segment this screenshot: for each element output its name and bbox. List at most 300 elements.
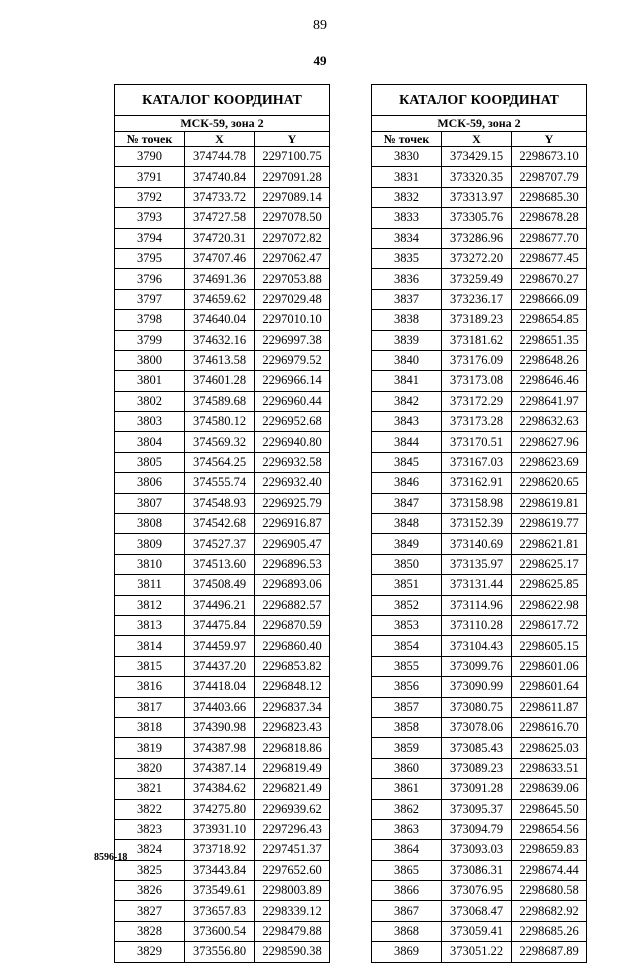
table-row — [115, 901, 330, 921]
x-coordinate-cell: 373443.84 — [185, 860, 255, 880]
point-number-cell: 3791 — [115, 167, 185, 187]
table-row — [115, 330, 330, 350]
point-number-cell: 3805 — [115, 452, 185, 472]
x-coordinate-cell: 373162.91 — [442, 473, 512, 493]
x-coordinate-cell: 374569.32 — [185, 432, 255, 452]
y-coordinate-cell: 2296819.49 — [255, 758, 330, 778]
x-coordinate-cell: 374403.66 — [185, 697, 255, 717]
y-coordinate-cell: 2298633.51 — [512, 758, 587, 778]
point-number-cell: 3855 — [372, 656, 442, 676]
y-coordinate-cell: 2297062.47 — [255, 248, 330, 268]
table-row — [372, 371, 587, 391]
catalog-title: КАТАЛОГ КООРДИНАТ — [372, 85, 587, 116]
table-row — [115, 554, 330, 574]
y-coordinate-cell: 2297089.14 — [255, 187, 330, 207]
point-number-cell: 3814 — [115, 636, 185, 656]
table-row — [115, 575, 330, 595]
y-coordinate-cell: 2296893.06 — [255, 575, 330, 595]
y-coordinate-cell: 2296940.80 — [255, 432, 330, 452]
x-coordinate-cell: 374513.60 — [185, 554, 255, 574]
point-number-cell: 3796 — [115, 269, 185, 289]
point-number-cell: 3853 — [372, 615, 442, 635]
catalog-title: КАТАЛОГ КООРДИНАТ — [115, 85, 330, 116]
table-row — [115, 636, 330, 656]
y-coordinate-cell: 2298339.12 — [255, 901, 330, 921]
x-coordinate-cell: 373305.76 — [442, 208, 512, 228]
x-coordinate-cell: 373068.47 — [442, 901, 512, 921]
x-coordinate-cell: 374387.98 — [185, 738, 255, 758]
x-coordinate-cell: 374384.62 — [185, 779, 255, 799]
table-row — [372, 452, 587, 472]
point-number-cell: 3816 — [115, 677, 185, 697]
table-row — [372, 799, 587, 819]
table-row — [372, 534, 587, 554]
point-number-cell: 3811 — [115, 575, 185, 595]
table-row — [115, 615, 330, 635]
y-coordinate-cell: 2298648.26 — [512, 350, 587, 370]
x-coordinate-cell: 373320.35 — [442, 167, 512, 187]
y-coordinate-cell: 2298685.26 — [512, 921, 587, 941]
table-row — [372, 921, 587, 941]
x-coordinate-cell: 373110.28 — [442, 615, 512, 635]
y-coordinate-cell: 2296882.57 — [255, 595, 330, 615]
x-coordinate-cell: 373051.22 — [442, 942, 512, 962]
point-number-cell: 3808 — [115, 514, 185, 534]
x-coordinate-cell: 373135.97 — [442, 554, 512, 574]
point-number-cell: 3813 — [115, 615, 185, 635]
table-row — [372, 330, 587, 350]
table-row — [372, 248, 587, 268]
y-coordinate-cell: 2298651.35 — [512, 330, 587, 350]
x-coordinate-cell: 373657.83 — [185, 901, 255, 921]
y-coordinate-cell: 2296818.86 — [255, 738, 330, 758]
point-number-cell: 3860 — [372, 758, 442, 778]
x-coordinate-cell: 373259.49 — [442, 269, 512, 289]
point-number-cell: 3865 — [372, 860, 442, 880]
table-row — [372, 881, 587, 901]
y-coordinate-cell: 2298590.38 — [255, 942, 330, 962]
point-number-cell: 3856 — [372, 677, 442, 697]
table-row — [372, 697, 587, 717]
x-coordinate-cell: 373086.31 — [442, 860, 512, 880]
x-coordinate-cell: 374691.36 — [185, 269, 255, 289]
column-header-point: № точек — [372, 132, 442, 147]
x-coordinate-cell: 373173.08 — [442, 371, 512, 391]
y-coordinate-cell: 2296853.82 — [255, 656, 330, 676]
point-number-cell: 3866 — [372, 881, 442, 901]
x-coordinate-cell: 374589.68 — [185, 391, 255, 411]
table-row — [372, 167, 587, 187]
x-coordinate-cell: 374727.58 — [185, 208, 255, 228]
y-coordinate-cell: 2298674.44 — [512, 860, 587, 880]
x-coordinate-cell: 373189.23 — [442, 310, 512, 330]
y-coordinate-cell: 2298645.50 — [512, 799, 587, 819]
y-coordinate-cell: 2297091.28 — [255, 167, 330, 187]
point-number-cell: 3825 — [115, 860, 185, 880]
x-coordinate-cell: 373131.44 — [442, 575, 512, 595]
point-number-cell: 3800 — [115, 350, 185, 370]
zone-label: МСК-59, зона 2 — [372, 116, 587, 132]
x-coordinate-cell: 373167.03 — [442, 452, 512, 472]
column-header-x: X — [442, 132, 512, 147]
table-row — [372, 717, 587, 737]
y-coordinate-cell: 2297029.48 — [255, 289, 330, 309]
y-coordinate-cell: 2298621.81 — [512, 534, 587, 554]
table-row — [115, 391, 330, 411]
point-number-cell: 3837 — [372, 289, 442, 309]
table-row — [372, 738, 587, 758]
y-coordinate-cell: 2296848.12 — [255, 677, 330, 697]
table-row — [115, 371, 330, 391]
y-coordinate-cell: 2297652.60 — [255, 860, 330, 880]
y-coordinate-cell: 2296932.58 — [255, 452, 330, 472]
point-number-cell: 3844 — [372, 432, 442, 452]
point-number-cell: 3831 — [372, 167, 442, 187]
point-number-cell: 3867 — [372, 901, 442, 921]
y-coordinate-cell: 2296823.43 — [255, 717, 330, 737]
x-coordinate-cell: 374275.80 — [185, 799, 255, 819]
table-row — [372, 942, 587, 962]
point-number-cell: 3799 — [115, 330, 185, 350]
point-number-cell: 3820 — [115, 758, 185, 778]
x-coordinate-cell: 373140.69 — [442, 534, 512, 554]
point-number-cell: 3824 — [115, 840, 185, 860]
y-coordinate-cell: 2298641.97 — [512, 391, 587, 411]
x-coordinate-cell: 374707.46 — [185, 248, 255, 268]
point-number-cell: 3848 — [372, 514, 442, 534]
table-row — [372, 493, 587, 513]
x-coordinate-cell: 374613.58 — [185, 350, 255, 370]
point-number-cell: 3852 — [372, 595, 442, 615]
point-number-cell: 3810 — [115, 554, 185, 574]
x-coordinate-cell: 374527.37 — [185, 534, 255, 554]
y-coordinate-cell: 2296821.49 — [255, 779, 330, 799]
y-coordinate-cell: 2298654.85 — [512, 310, 587, 330]
x-coordinate-cell: 373181.62 — [442, 330, 512, 350]
y-coordinate-cell: 2297451.37 — [255, 840, 330, 860]
point-number-cell: 3850 — [372, 554, 442, 574]
page-number: 89 — [313, 18, 327, 33]
point-number-cell: 3823 — [115, 819, 185, 839]
table-row — [372, 758, 587, 778]
sheet-number: 49 — [313, 53, 327, 68]
table-row — [372, 677, 587, 697]
table-row — [115, 758, 330, 778]
point-number-cell: 3840 — [372, 350, 442, 370]
table-row — [115, 677, 330, 697]
table-row — [372, 860, 587, 880]
x-coordinate-cell: 373158.98 — [442, 493, 512, 513]
y-coordinate-cell: 2297100.75 — [255, 147, 330, 167]
point-number-cell: 3821 — [115, 779, 185, 799]
footer-code: 8596-18 — [94, 852, 128, 863]
x-coordinate-cell: 374640.04 — [185, 310, 255, 330]
x-coordinate-cell: 374740.84 — [185, 167, 255, 187]
point-number-cell: 3817 — [115, 697, 185, 717]
x-coordinate-cell: 374437.20 — [185, 656, 255, 676]
point-number-cell: 3846 — [372, 473, 442, 493]
x-coordinate-cell: 374390.98 — [185, 717, 255, 737]
x-coordinate-cell: 373091.28 — [442, 779, 512, 799]
zone-label: МСК-59, зона 2 — [115, 116, 330, 132]
y-coordinate-cell: 2296952.68 — [255, 412, 330, 432]
table-row — [115, 493, 330, 513]
y-coordinate-cell: 2298707.79 — [512, 167, 587, 187]
table-row — [372, 473, 587, 493]
coordinate-table-right — [371, 84, 587, 963]
point-number-cell: 3827 — [115, 901, 185, 921]
x-coordinate-cell: 373076.95 — [442, 881, 512, 901]
x-coordinate-cell: 373095.37 — [442, 799, 512, 819]
table-row — [115, 595, 330, 615]
x-coordinate-cell: 373152.39 — [442, 514, 512, 534]
x-coordinate-cell: 374744.78 — [185, 147, 255, 167]
x-coordinate-cell: 373172.29 — [442, 391, 512, 411]
x-coordinate-cell: 373170.51 — [442, 432, 512, 452]
y-coordinate-cell: 2298682.92 — [512, 901, 587, 921]
table-row — [115, 350, 330, 370]
point-number-cell: 3863 — [372, 819, 442, 839]
x-coordinate-cell: 373080.75 — [442, 697, 512, 717]
y-coordinate-cell: 2298620.65 — [512, 473, 587, 493]
point-number-cell: 3834 — [372, 228, 442, 248]
y-coordinate-cell: 2297078.50 — [255, 208, 330, 228]
point-number-cell: 3854 — [372, 636, 442, 656]
y-coordinate-cell: 2297053.88 — [255, 269, 330, 289]
table-row — [115, 860, 330, 880]
point-number-cell: 3868 — [372, 921, 442, 941]
table-row — [115, 942, 330, 962]
x-coordinate-cell: 373114.96 — [442, 595, 512, 615]
point-number-cell: 3790 — [115, 147, 185, 167]
x-coordinate-cell: 374555.74 — [185, 473, 255, 493]
x-coordinate-cell: 374720.31 — [185, 228, 255, 248]
table-row — [115, 473, 330, 493]
table-row — [115, 187, 330, 207]
point-number-cell: 3797 — [115, 289, 185, 309]
y-coordinate-cell: 2296925.79 — [255, 493, 330, 513]
x-coordinate-cell: 374542.68 — [185, 514, 255, 534]
y-coordinate-cell: 2297072.82 — [255, 228, 330, 248]
point-number-cell: 3861 — [372, 779, 442, 799]
y-coordinate-cell: 2298639.06 — [512, 779, 587, 799]
y-coordinate-cell: 2298619.81 — [512, 493, 587, 513]
y-coordinate-cell: 2298673.10 — [512, 147, 587, 167]
table-row — [115, 534, 330, 554]
x-coordinate-cell: 373173.28 — [442, 412, 512, 432]
x-coordinate-cell: 374733.72 — [185, 187, 255, 207]
point-number-cell: 3793 — [115, 208, 185, 228]
x-coordinate-cell: 374564.25 — [185, 452, 255, 472]
table-row — [372, 819, 587, 839]
column-header-y: Y — [255, 132, 330, 147]
y-coordinate-cell: 2298666.09 — [512, 289, 587, 309]
x-coordinate-cell: 374496.21 — [185, 595, 255, 615]
point-number-cell: 3819 — [115, 738, 185, 758]
table-row — [115, 147, 330, 167]
table-row — [372, 289, 587, 309]
x-coordinate-cell: 374659.62 — [185, 289, 255, 309]
point-number-cell: 3864 — [372, 840, 442, 860]
y-coordinate-cell: 2296905.47 — [255, 534, 330, 554]
table-row — [372, 575, 587, 595]
point-number-cell: 3829 — [115, 942, 185, 962]
y-coordinate-cell: 2297010.10 — [255, 310, 330, 330]
y-coordinate-cell: 2298623.69 — [512, 452, 587, 472]
y-coordinate-cell: 2296997.38 — [255, 330, 330, 350]
y-coordinate-cell: 2298678.28 — [512, 208, 587, 228]
y-coordinate-cell: 2298619.77 — [512, 514, 587, 534]
point-number-cell: 3822 — [115, 799, 185, 819]
y-coordinate-cell: 2298632.63 — [512, 412, 587, 432]
x-coordinate-cell: 373429.15 — [442, 147, 512, 167]
y-coordinate-cell: 2298611.87 — [512, 697, 587, 717]
y-coordinate-cell: 2296960.44 — [255, 391, 330, 411]
point-number-cell: 3828 — [115, 921, 185, 941]
y-coordinate-cell: 2298479.88 — [255, 921, 330, 941]
column-header-y: Y — [512, 132, 587, 147]
point-number-cell: 3802 — [115, 391, 185, 411]
table-row — [115, 717, 330, 737]
x-coordinate-cell: 373931.10 — [185, 819, 255, 839]
y-coordinate-cell: 2298646.46 — [512, 371, 587, 391]
y-coordinate-cell: 2298670.27 — [512, 269, 587, 289]
table-row — [372, 595, 587, 615]
y-coordinate-cell: 2298601.64 — [512, 677, 587, 697]
table-row — [115, 656, 330, 676]
x-coordinate-cell: 373556.80 — [185, 942, 255, 962]
point-number-cell: 3818 — [115, 717, 185, 737]
x-coordinate-cell: 374459.97 — [185, 636, 255, 656]
table-row — [372, 636, 587, 656]
table-row — [372, 615, 587, 635]
table-row — [115, 452, 330, 472]
table-row — [372, 901, 587, 921]
point-number-cell: 3833 — [372, 208, 442, 228]
table-row — [372, 840, 587, 860]
x-coordinate-cell: 374632.16 — [185, 330, 255, 350]
point-number-cell: 3826 — [115, 881, 185, 901]
x-coordinate-cell: 373090.99 — [442, 677, 512, 697]
x-coordinate-cell: 373176.09 — [442, 350, 512, 370]
table-row — [372, 514, 587, 534]
point-number-cell: 3795 — [115, 248, 185, 268]
y-coordinate-cell: 2296966.14 — [255, 371, 330, 391]
coordinate-table-left — [114, 84, 330, 963]
table-row — [115, 412, 330, 432]
x-coordinate-cell: 373078.06 — [442, 717, 512, 737]
table-row — [372, 310, 587, 330]
point-number-cell: 3836 — [372, 269, 442, 289]
y-coordinate-cell: 2298654.56 — [512, 819, 587, 839]
x-coordinate-cell: 373718.92 — [185, 840, 255, 860]
point-number-cell: 3862 — [372, 799, 442, 819]
point-number-cell: 3838 — [372, 310, 442, 330]
y-coordinate-cell: 2298605.15 — [512, 636, 587, 656]
table-row — [115, 289, 330, 309]
point-number-cell: 3847 — [372, 493, 442, 513]
y-coordinate-cell: 2296939.62 — [255, 799, 330, 819]
table-row — [372, 350, 587, 370]
y-coordinate-cell: 2298659.83 — [512, 840, 587, 860]
y-coordinate-cell: 2296837.34 — [255, 697, 330, 717]
y-coordinate-cell: 2297296.43 — [255, 819, 330, 839]
y-coordinate-cell: 2298677.45 — [512, 248, 587, 268]
y-coordinate-cell: 2298622.98 — [512, 595, 587, 615]
table-row — [372, 412, 587, 432]
table-row — [115, 840, 330, 860]
table-row — [115, 514, 330, 534]
table-row — [115, 432, 330, 452]
table-row — [372, 554, 587, 574]
table-row — [115, 738, 330, 758]
y-coordinate-cell: 2298680.58 — [512, 881, 587, 901]
point-number-cell: 3792 — [115, 187, 185, 207]
table-row — [372, 269, 587, 289]
point-number-cell: 3809 — [115, 534, 185, 554]
y-coordinate-cell: 2298687.89 — [512, 942, 587, 962]
point-number-cell: 3832 — [372, 187, 442, 207]
table-body — [372, 147, 587, 963]
point-number-cell: 3815 — [115, 656, 185, 676]
point-number-cell: 3842 — [372, 391, 442, 411]
point-number-cell: 3869 — [372, 942, 442, 962]
point-number-cell: 3806 — [115, 473, 185, 493]
point-number-cell: 3858 — [372, 717, 442, 737]
y-coordinate-cell: 2298616.70 — [512, 717, 587, 737]
point-number-cell: 3843 — [372, 412, 442, 432]
table-row — [115, 881, 330, 901]
table-row — [372, 208, 587, 228]
point-number-cell: 3803 — [115, 412, 185, 432]
table-row — [115, 269, 330, 289]
x-coordinate-cell: 373286.96 — [442, 228, 512, 248]
table-row — [115, 799, 330, 819]
table-row — [372, 187, 587, 207]
y-coordinate-cell: 2296979.52 — [255, 350, 330, 370]
point-number-cell: 3807 — [115, 493, 185, 513]
point-number-cell: 3835 — [372, 248, 442, 268]
y-coordinate-cell: 2296932.40 — [255, 473, 330, 493]
table-row — [372, 391, 587, 411]
point-number-cell: 3830 — [372, 147, 442, 167]
column-header-point: № точек — [115, 132, 185, 147]
x-coordinate-cell: 373059.41 — [442, 921, 512, 941]
y-coordinate-cell: 2298625.03 — [512, 738, 587, 758]
x-coordinate-cell: 373104.43 — [442, 636, 512, 656]
table-row — [115, 819, 330, 839]
y-coordinate-cell: 2298677.70 — [512, 228, 587, 248]
point-number-cell: 3804 — [115, 432, 185, 452]
table-body — [115, 147, 330, 963]
point-number-cell: 3801 — [115, 371, 185, 391]
x-coordinate-cell: 374601.28 — [185, 371, 255, 391]
point-number-cell: 3851 — [372, 575, 442, 595]
y-coordinate-cell: 2298625.85 — [512, 575, 587, 595]
x-coordinate-cell: 374508.49 — [185, 575, 255, 595]
y-coordinate-cell: 2298627.96 — [512, 432, 587, 452]
table-row — [115, 779, 330, 799]
point-number-cell: 3839 — [372, 330, 442, 350]
table-row — [372, 228, 587, 248]
table-row — [115, 248, 330, 268]
x-coordinate-cell: 373094.79 — [442, 819, 512, 839]
table-row — [115, 697, 330, 717]
x-coordinate-cell: 374475.84 — [185, 615, 255, 635]
table-row — [115, 167, 330, 187]
y-coordinate-cell: 2296870.59 — [255, 615, 330, 635]
table-row — [115, 228, 330, 248]
